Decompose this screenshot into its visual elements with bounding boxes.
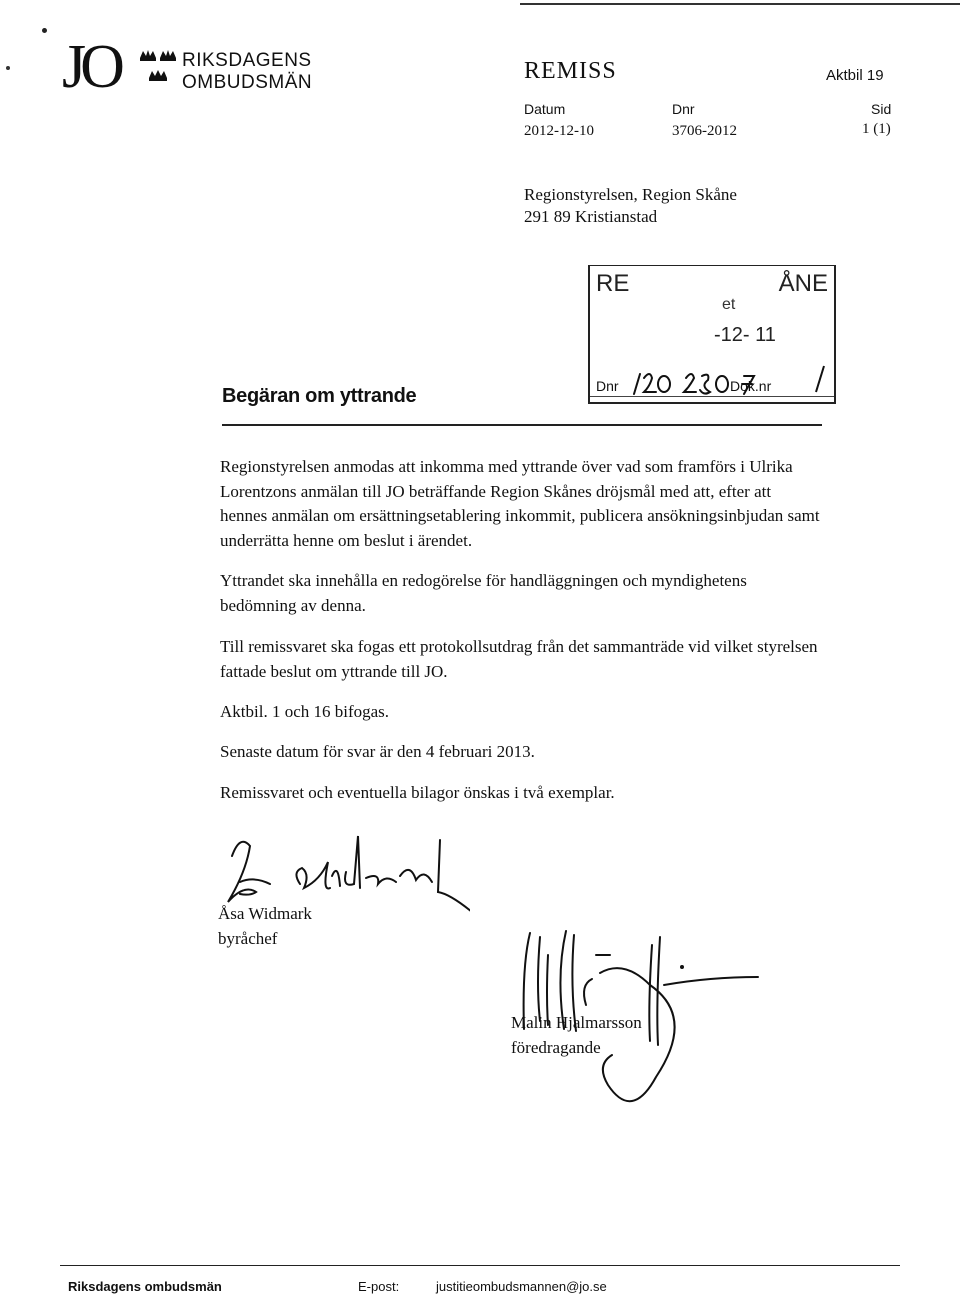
datum-value: 2012-12-10	[524, 123, 594, 139]
sid-label: Sid	[871, 101, 892, 117]
scan-artifact-dot	[42, 28, 47, 33]
stamp-slash-mark	[812, 364, 828, 394]
recipient-line-1: Regionstyrelsen, Region Skåne	[524, 185, 737, 204]
dnr-label: Dnr	[672, 101, 695, 117]
stamp-middle-text: et	[722, 296, 736, 313]
logo-line-1: RIKSDAGENS	[182, 50, 312, 71]
stamp-dok-label: Dok.nr	[730, 378, 772, 394]
footer-divider	[60, 1265, 900, 1266]
received-stamp	[588, 265, 836, 404]
heading-divider	[222, 424, 822, 426]
signatory-2-title: föredragande	[511, 1038, 601, 1057]
dnr-value: 3706-2012	[672, 123, 737, 139]
signatory-2-name: Malin Hjalmarsson	[511, 1013, 642, 1032]
scan-artifact-line	[520, 3, 960, 5]
body-paragraph: Senaste datum för svar är den 4 februari 2013.	[220, 742, 535, 761]
body-paragraph: Till remissvaret ska fogas ett protokollsutdrag från det sammanträde vid vilket styrelsen fattade beslut om yttrande till JO.	[220, 637, 818, 681]
body-paragraph: Remissvaret och eventuella bilagor önskas i två exemplar.	[220, 783, 615, 802]
sid-value: 1 (1)	[862, 121, 891, 137]
stamp-divider	[590, 396, 834, 397]
logo-mark: JO	[62, 33, 119, 101]
stamp-dnr-label: Dnr	[596, 378, 619, 394]
body-paragraph: Yttrandet ska innehålla en redogörelse för handläggningen och myndighetens bedömning av denna.	[220, 571, 747, 615]
scan-artifact-dot	[6, 66, 10, 70]
footer-org: Riksdagens ombudsmän	[68, 1279, 222, 1294]
footer-email-link[interactable]: justitieombudsmannen@jo.se	[436, 1279, 607, 1294]
stamp-date: -12- 11	[714, 324, 776, 346]
stamp-heading-left: RE	[596, 270, 630, 297]
datum-label: Datum	[524, 101, 566, 117]
signatory-1-name: Åsa Widmark	[218, 904, 312, 923]
logo-line-2: OMBUDSMÄN	[182, 72, 313, 93]
stamp-heading-right: ÅNE	[778, 270, 828, 297]
body-paragraph: Aktbil. 1 och 16 bifogas.	[220, 702, 390, 721]
signatory-1-title: byråchef	[218, 929, 278, 948]
footer-email-label: E-post:	[358, 1279, 400, 1294]
document-type: REMISS	[524, 58, 617, 84]
crowns-icon	[138, 48, 178, 90]
recipient-line-2: 291 89 Kristianstad	[524, 207, 658, 226]
aktbil-label: Aktbil 19	[826, 67, 884, 84]
body-paragraph: Regionstyrelsen anmodas att inkomma med yttrande över vad som framförs i Ulrika Lorentzons anmälan till JO beträffande Region Skånes dröjsmål med att, efter att hennes anmälan om ersättningsetablering inkommit, publicera ansökningsinbjudan samt underrätta henne om beslut i ärendet.	[220, 457, 820, 550]
page-title: Begäran om yttrande	[222, 385, 417, 407]
